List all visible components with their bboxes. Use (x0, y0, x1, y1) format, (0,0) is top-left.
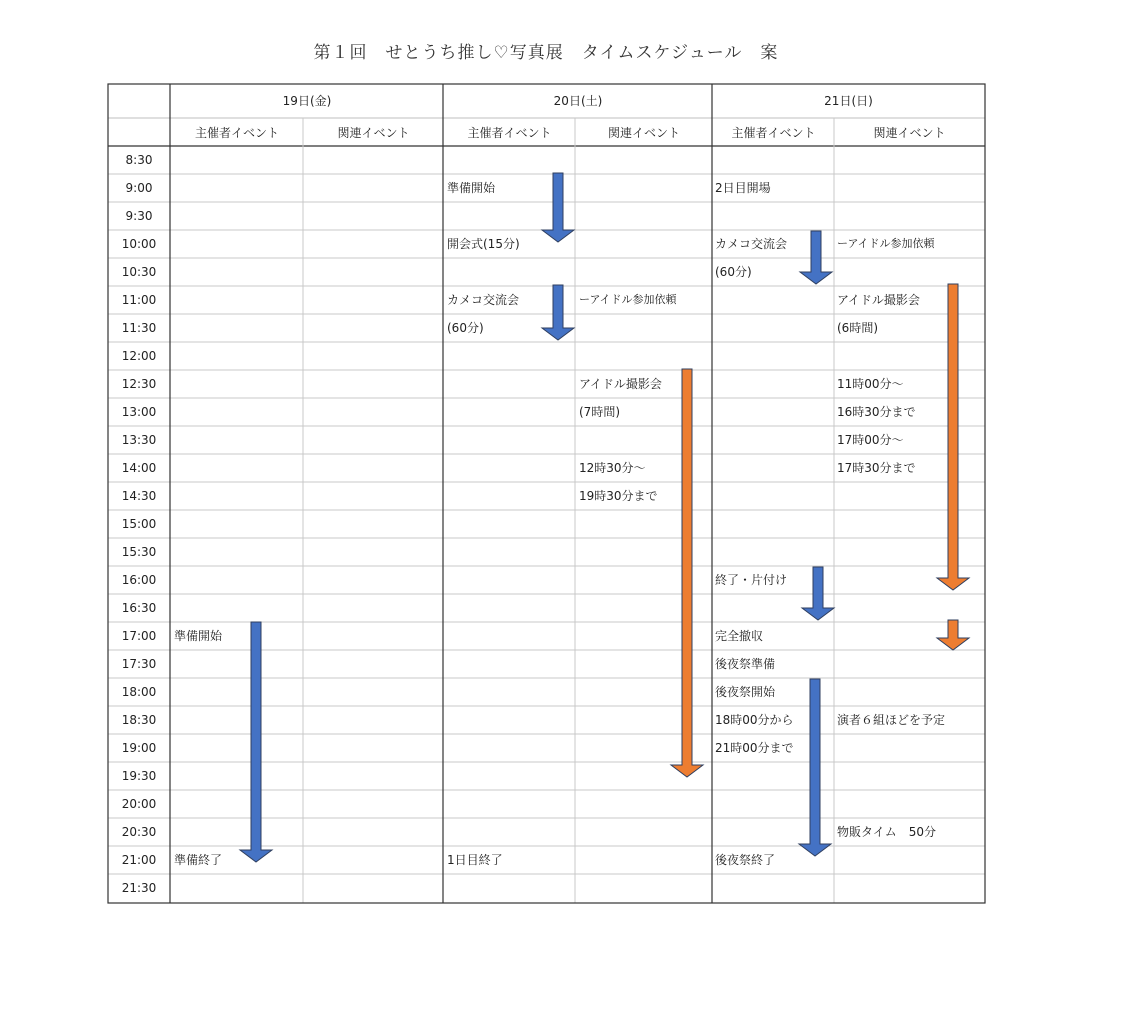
sun-idol-shoot-duration: (6時間) (837, 321, 878, 335)
sun-merch-time: 物販タイム 50分 (837, 825, 937, 839)
subheader-fri-related: 関連イベント (337, 126, 410, 140)
time-label: 17:00 (121, 629, 157, 643)
sun-shoot-time-4: 17時30分まで (837, 461, 916, 475)
time-label: 10:30 (121, 265, 157, 279)
sun-idol-shoot-arrow (937, 284, 969, 590)
time-label: 16:00 (121, 573, 157, 587)
day-header-sun: 21日(日) (824, 94, 873, 108)
sun-camera-arrow (800, 231, 832, 284)
sun-performers-note: 演者６組ほどを予定 (837, 713, 946, 727)
sat-opening-ceremony: 開会式(15分) (447, 237, 520, 251)
sun-full-withdrawal: 完全撤収 (715, 629, 764, 643)
time-label: 16:30 (121, 601, 157, 615)
sun-afterparty-to: 21時00分まで (715, 741, 794, 755)
day-header-sat: 20日(土) (553, 94, 603, 108)
sun-shoot-time-1: 11時00分～ (837, 377, 904, 391)
sat-day-end: 1日目終了 (447, 853, 503, 867)
sun-camera-meetup: カメコ交流会 (715, 237, 788, 251)
sat-camera-meetup: カメコ交流会 (447, 293, 520, 307)
time-label: 18:00 (121, 685, 157, 699)
sun-afterparty-from: 18時00分から (715, 713, 794, 727)
time-label: 10:00 (121, 237, 157, 251)
sat-idol-shoot-arrow (671, 369, 703, 777)
sat-prep-arrow (542, 173, 574, 242)
time-label: 19:30 (121, 769, 157, 783)
fri-prep-start: 準備開始 (174, 629, 223, 643)
sun-afterparty-start: 後夜祭開始 (715, 685, 776, 699)
time-label: 21:00 (121, 853, 157, 867)
time-label: 11:30 (121, 321, 157, 335)
time-label: 14:00 (121, 461, 157, 475)
time-label: 20:00 (121, 797, 157, 811)
sun-idol-shoot: アイドル撮影会 (837, 293, 920, 307)
time-label: 9:30 (125, 209, 153, 223)
time-label: 20:30 (121, 825, 157, 839)
sun-shoot-time-2: 16時30分まで (837, 405, 916, 419)
day-header-fri: 19日(金) (282, 94, 332, 108)
sat-idol-shoot-from: 12時30分～ (579, 461, 646, 475)
subheader-sun-related: 関連イベント (873, 126, 946, 140)
time-label: 12:30 (121, 377, 157, 391)
time-label: 19:00 (121, 741, 157, 755)
subheader-sun-main: 主催者イベント (731, 126, 816, 140)
sun-camera-duration: (60分) (715, 265, 752, 279)
time-label: 18:30 (121, 713, 157, 727)
sun-shoot-time-3: 17時00分～ (837, 433, 904, 447)
time-label: 11:00 (121, 293, 157, 307)
sun-afterparty-prep: 後夜祭準備 (715, 657, 776, 671)
time-label: 15:00 (121, 517, 157, 531)
page-title: 第１回 せとうち推し♡写真展 タイムスケジュール 案 (313, 43, 779, 63)
subheader-fri-main: 主催者イベント (194, 126, 279, 140)
fri-prep-end: 準備終了 (174, 853, 223, 867)
subheader-sat-related: 関連イベント (607, 126, 680, 140)
sat-camera-arrow (542, 285, 574, 340)
time-label: 12:00 (121, 349, 157, 363)
sat-prep-start: 準備開始 (447, 181, 496, 195)
sun-idol-request: ーアイドル参加依頼 (837, 237, 935, 250)
subheader-sat-main: 主催者イベント (467, 126, 552, 140)
time-label: 9:00 (125, 181, 153, 195)
sun-afterparty-end: 後夜祭終了 (715, 853, 776, 867)
sat-idol-shoot-duration: (7時間) (579, 405, 620, 419)
time-label: 21:30 (121, 881, 157, 895)
time-label: 13:30 (121, 433, 157, 447)
fri-prep-arrow (240, 622, 272, 862)
time-label: 15:30 (121, 545, 157, 559)
sat-camera-duration: (60分) (447, 321, 484, 335)
sun-day-open: 2日目開場 (715, 181, 771, 195)
time-label: 13:00 (121, 405, 157, 419)
sun-cleanup: 終了・片付け (715, 573, 788, 587)
sat-idol-shoot-to: 19時30分まで (579, 489, 658, 503)
time-label: 8:30 (125, 153, 153, 167)
sun-short-orange-arrow (937, 620, 969, 650)
sat-idol-request: ーアイドル参加依頼 (579, 293, 677, 306)
time-label: 14:30 (121, 489, 157, 503)
sat-idol-shoot: アイドル撮影会 (579, 377, 662, 391)
sun-afterparty-arrow (799, 679, 831, 856)
sun-cleanup-arrow (802, 567, 834, 620)
time-label: 17:30 (121, 657, 157, 671)
